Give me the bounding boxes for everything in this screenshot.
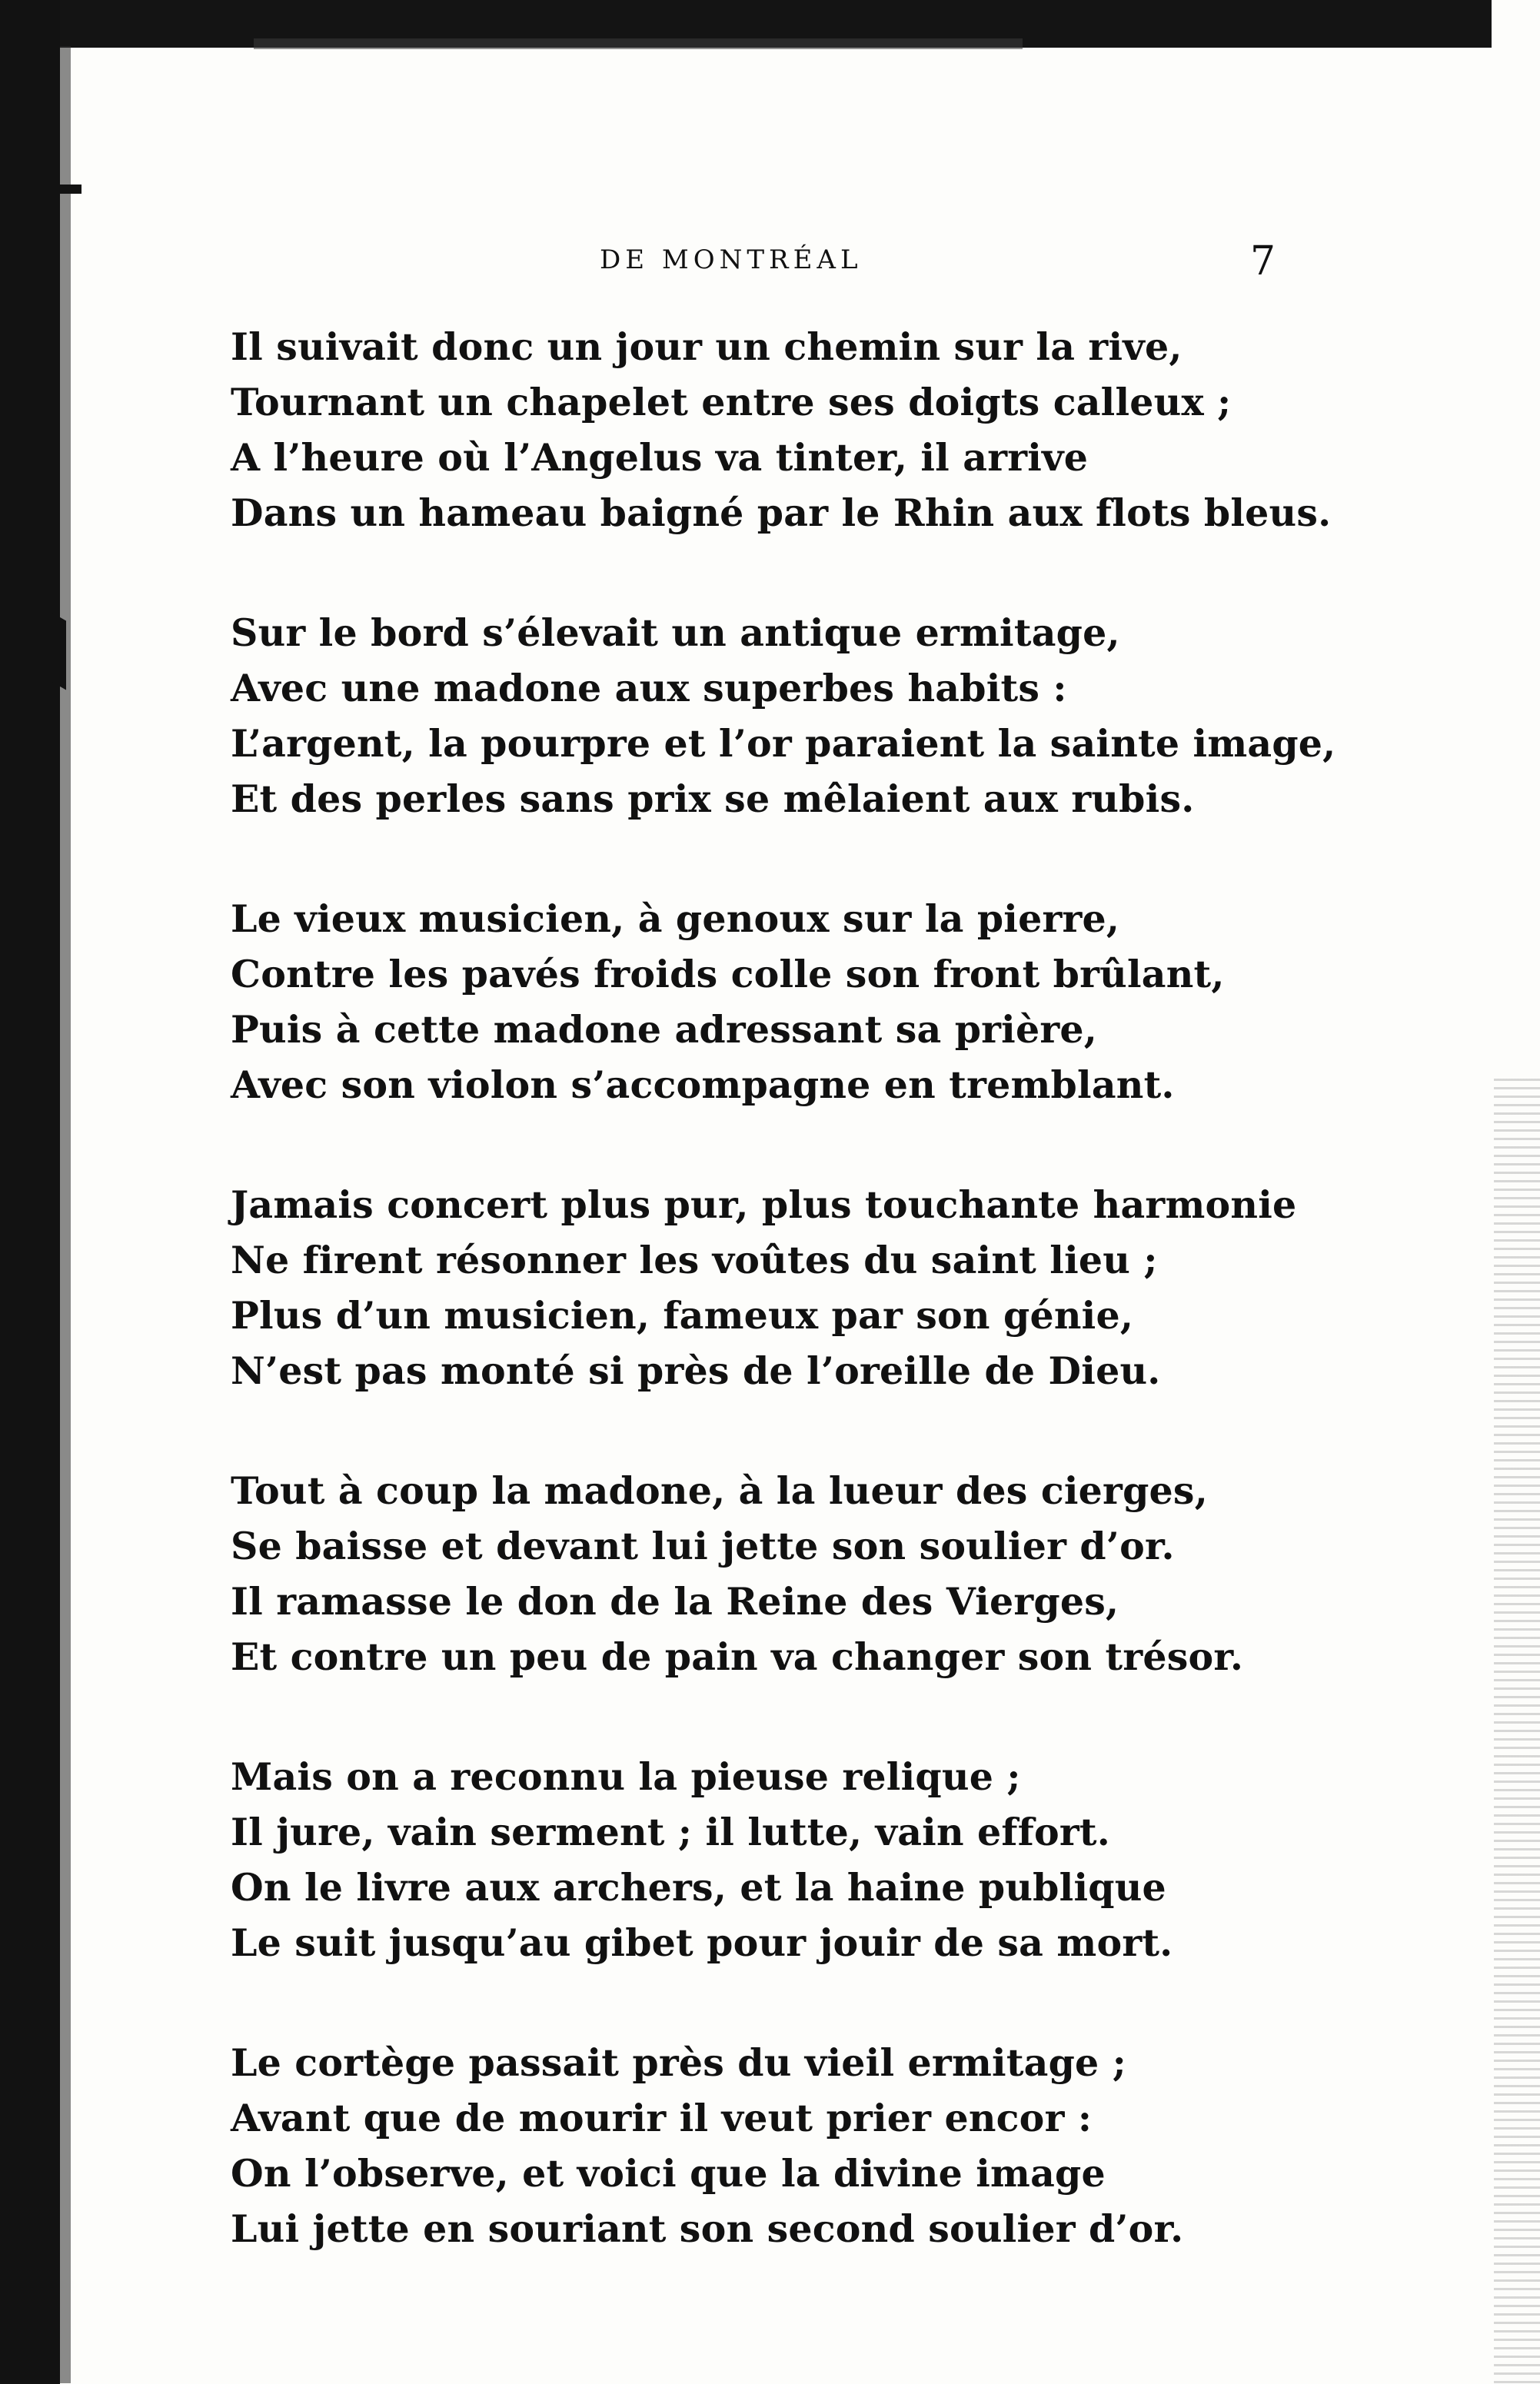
verse-line: On l’observe, et voici que la divine image (231, 2151, 1106, 2196)
verse-line: Et des perles sans prix se mêlaient aux rubis. (231, 776, 1195, 821)
verse-line: Mais on a reconnu la pieuse relique ; (231, 1754, 1021, 1799)
verse-line: Il suivait donc un jour un chemin sur la rive, (231, 324, 1182, 369)
poem (231, 319, 1384, 2321)
stanza (231, 1749, 1384, 1970)
verse-line: L’argent, la pourpre et l’or paraient la sainte image, (231, 721, 1336, 766)
stanza (231, 319, 1384, 540)
scan-left-tear (46, 609, 66, 690)
verse-line: Jamais concert plus pur, plus touchante harmonie (231, 1182, 1297, 1227)
verse-line: Se baisse et devant lui jette son soulier d’or. (231, 1524, 1175, 1568)
stanza (231, 891, 1384, 1112)
scan-top-shadow (254, 38, 1023, 49)
stanza (231, 605, 1384, 826)
scan-right-noise (1494, 1076, 1540, 2383)
verse-line: Tournant un chapelet entre ses doigts calleux ; (231, 380, 1232, 424)
verse-line: On le livre aux archers, et la haine publique (231, 1865, 1166, 1910)
verse-line: Contre les pavés froids colle son front brûlant, (231, 952, 1225, 996)
page-number: 7 (1250, 238, 1276, 284)
verse-line: Il ramasse le don de la Reine des Vierges, (231, 1579, 1119, 1624)
verse-line: Dans un hameau baigné par le Rhin aux flots bleus. (231, 490, 1332, 535)
verse-line: Sur le bord s’élevait un antique ermitage, (231, 610, 1120, 655)
verse-line: Plus d’un musicien, fameux par son génie, (231, 1293, 1134, 1338)
verse-line: Le suit jusqu’au gibet pour jouir de sa mort. (231, 1920, 1173, 1965)
stanza (231, 2035, 1384, 2256)
stanza (231, 1177, 1384, 1398)
verse-line: Lui jette en souriant son second soulier d’or. (231, 2206, 1184, 2251)
verse-line: Il jure, vain serment ; il lutte, vain effort. (231, 1810, 1110, 1854)
verse-line: Tout à coup la madone, à la lueur des cierges, (231, 1468, 1208, 1513)
verse-line: Et contre un peu de pain va changer son trésor. (231, 1634, 1244, 1679)
verse-line: Avec une madone aux superbes habits : (231, 666, 1067, 710)
verse-line: Puis à cette madone adressant sa prière, (231, 1007, 1098, 1052)
verse-line: Avant que de mourir il veut prier encor : (231, 2096, 1093, 2140)
running-head (0, 238, 1540, 284)
verse-line: Ne firent résonner les voûtes du saint lieu ; (231, 1238, 1158, 1282)
verse-line: Le vieux musicien, à genoux sur la pierre, (231, 896, 1120, 941)
verse-line: Le cortège passait près du vieil ermitage ; (231, 2040, 1126, 2085)
verse-line: A l’heure où l’Angelus va tinter, il arrive (231, 435, 1089, 480)
running-head-title: DE MONTRÉAL (600, 244, 863, 275)
verse-line: Avec son violon s’accompagne en tremblant. (231, 1062, 1175, 1107)
stanza (231, 1463, 1384, 1684)
scan-left-shadow (60, 46, 71, 2383)
scan-left-notch (60, 185, 81, 194)
verse-line: N’est pas monté si près de l’oreille de Dieu. (231, 1348, 1161, 1393)
scan-left-border (0, 0, 60, 2384)
